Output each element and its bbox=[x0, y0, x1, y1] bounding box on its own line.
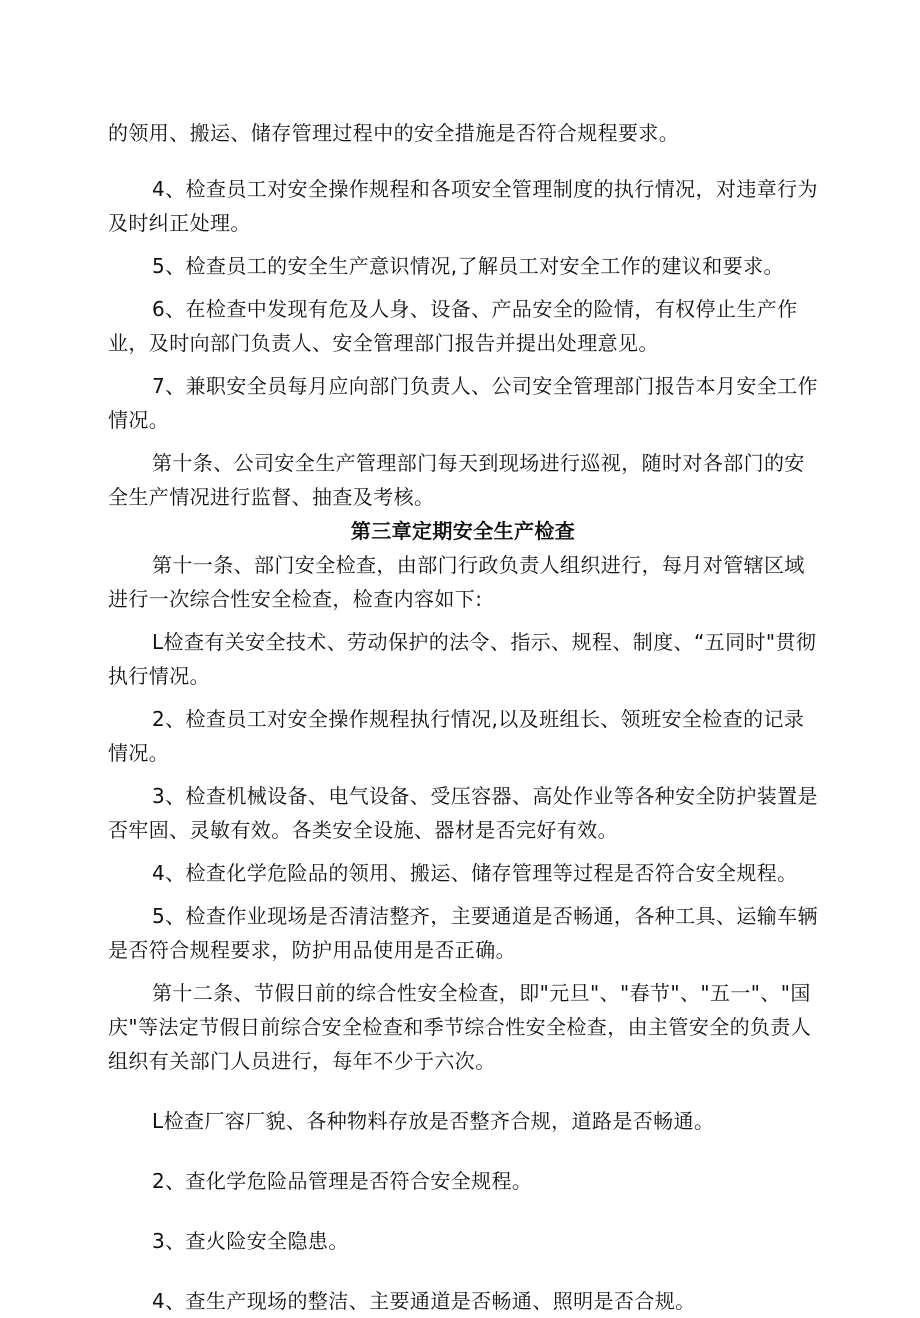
paragraph-holiday-check-4: 4、查生产现场的整洁、主要通道是否畅通、照明是否合规。 bbox=[152, 1289, 696, 1313]
paragraph-check-2: 2、检查员工对安全操作规程执行情况,以及班组长、领班安全检查的记录情况。 bbox=[108, 707, 805, 765]
paragraph-item-5: 5、检查员工的安全生产意识情况,了解员工对安全工作的建议和要求。 bbox=[152, 254, 784, 278]
paragraph-article-12: 第十二条、节假日前的综合性安全检查，即"元旦"、"春节"、"五一"、"国庆"等法定节假日前综合安全检查和季节综合性安全检查，由主管安全的负责人组织有关部门人员进行，每年不少于六次。 bbox=[108, 981, 812, 1073]
document-body bbox=[108, 116, 818, 1318]
paragraph-check-1: L检查有关安全技术、劳动保护的法令、指示、规程、制度、“五同时"贯彻执行情况。 bbox=[108, 630, 817, 688]
paragraph-check-3: 3、检查机械设备、电气设备、受压容器、高处作业等各种安全防护装置是否牢固、灵敏有效。各类安全设施、器材是否完好有效。 bbox=[108, 784, 818, 842]
paragraph-holiday-check-2: 2、查化学危险品管理是否符合安全规程。 bbox=[152, 1169, 533, 1193]
paragraph-check-4: 4、检查化学危险品的领用、搬运、储存管理等过程是否符合安全规程。 bbox=[152, 861, 798, 885]
paragraph-article-10: 第十条、公司安全生产管理部门每天到现场进行巡视，随时对各部门的安全生产情况进行监督、抽查及考核。 bbox=[108, 451, 805, 509]
paragraph-item-4: 4、检查员工对安全操作规程和各项安全管理制度的执行情况，对违章行为及时纠正处理。 bbox=[108, 177, 818, 235]
paragraph-check-5: 5、检查作业现场是否清洁整齐，主要通道是否畅通，各种工具、运输车辆是否符合规程要求，防护用品使用是否正确。 bbox=[108, 904, 818, 962]
paragraph-holiday-check-3: 3、查火险安全隐患。 bbox=[152, 1229, 349, 1253]
chapter-heading: 第三章定期安全生产检查 bbox=[350, 519, 576, 543]
paragraph-item-6: 6、在检查中发现有危及人身、设备、产品安全的险情，有权停止生产作业，及时向部门负责人、安全管理部门报告并提出处理意见。 bbox=[108, 297, 798, 355]
paragraph-item-7: 7、兼职安全员每月应向部门负责人、公司安全管理部门报告本月安全工作情况。 bbox=[108, 374, 818, 432]
paragraph-article-11: 第十一条、部门安全检查，由部门行政负责人组织进行，每月对管辖区域进行一次综合性安全检查，检查内容如下: bbox=[108, 553, 805, 611]
paragraph-continuation: 的领用、搬运、储存管理过程中的安全措施是否符合规程要求。 bbox=[108, 121, 680, 145]
paragraph-holiday-check-1: L检查厂容厂貌、各种物料存放是否整齐合规，道路是否畅通。 bbox=[152, 1109, 715, 1133]
